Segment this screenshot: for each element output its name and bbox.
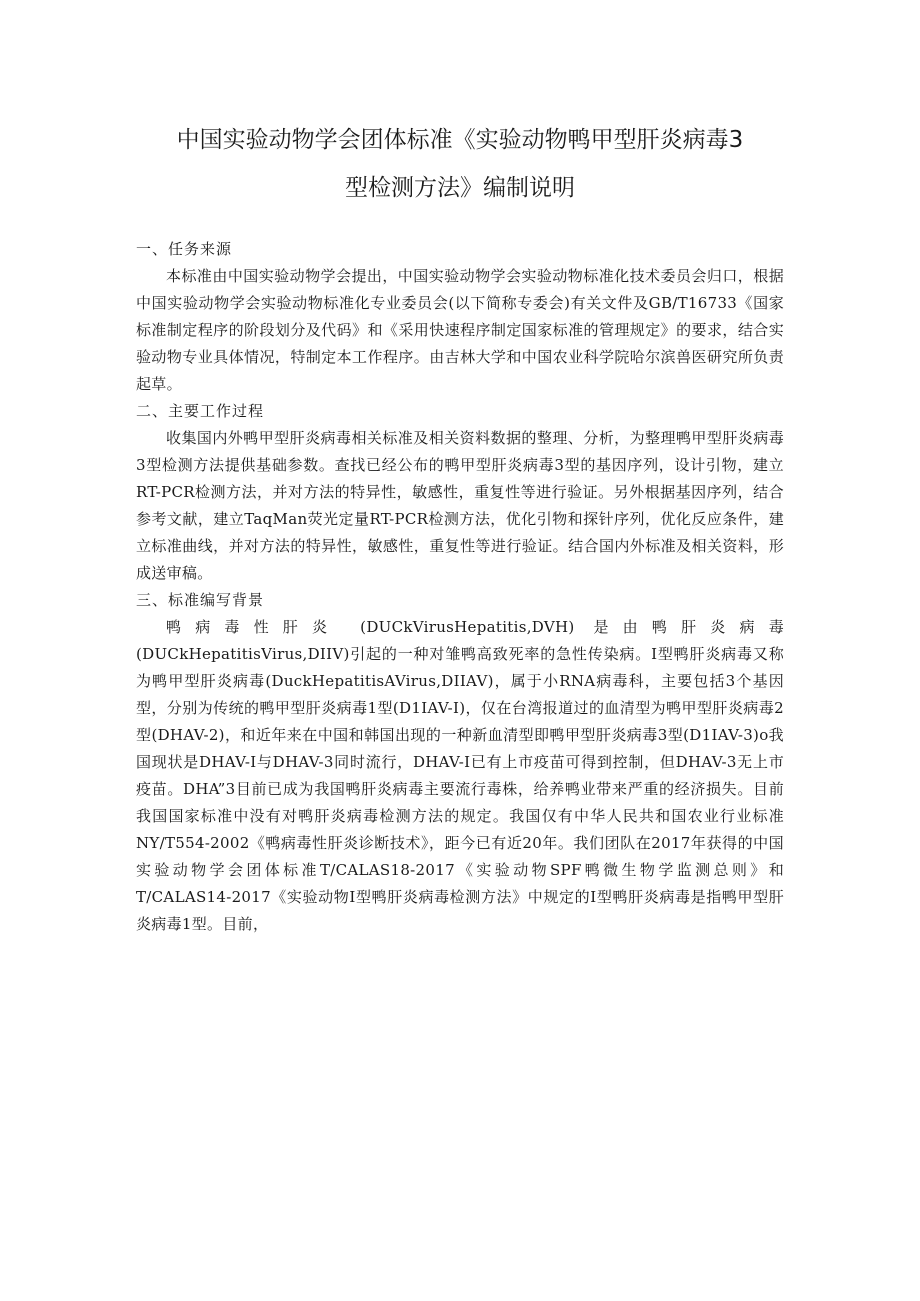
title-line-2: 型检测方法》编制说明 [345, 175, 575, 201]
section-background [136, 587, 784, 938]
section-paragraph: 鸭病毒性肝炎 (DUCkVirusHepatitis,DVH) 是由鸭肝炎病毒(DUCkHepatitisVirus,DIIV)引起的一种对雏鸭高致死率的急性传染病。I型鸭肝炎病毒又称为鸭甲型肝炎病毒(DuckHepatitisAVirus,DIIAV)，属于小RNA病毒科，主要包括3个基因型，分别为传统的鸭甲型肝炎病毒1型(D1IAV-I)，仅在台湾报道过的血清型为鸭甲型肝炎病毒2型(DHAV-2)，和近年来在中国和韩国出现的一种新血清型即鸭甲型肝炎病毒3型(D1IAV-3)o我国现状是DHAV-I与DHAV-3同时流行，DHAV-I已有上市疫苗可得到控制，但DHAV-3无上市疫苗。DHA”3目前已成为我国鸭肝炎病毒主要流行毒株，给养鸭业带来严重的经济损失。目前我国国家标准中没有对鸭肝炎病毒检测方法的规定。我国仅有中华人民共和国农业行业标准NY/T554-2002《鸭病毒性肝炎诊断技术》，距今已有近20年。我们团队在2017年获得的中国实验动物学会团体标准T/CALAS18-2017《实验动物SPF鸭微生物学监测总则》和T/CALAS14-2017《实验动物I型鸭肝炎病毒检测方法》中规定的I型鸭肝炎病毒是指鸭甲型肝炎病毒1型。目前， [136, 618, 784, 933]
section-work-process [136, 398, 784, 587]
section-paragraph: 本标准由中国实验动物学会提出，中国实验动物学会实验动物标准化技术委员会归口，根据中国实验动物学会实验动物标准化专业委员会(以下简称专委会)有关文件及GB/T16733《国家标准制定程序的阶段划分及代码》和《采用快速程序制定国家标准的管理规定》的要求，结合实验动物专业具体情况，特制定本工作程序。由吉林大学和中国农业科学院哈尔滨兽医研究所负责起草。 [136, 267, 784, 393]
section-heading: 三、标准编写背景 [136, 591, 265, 609]
section-heading: 二、主要工作过程 [136, 402, 265, 420]
section-heading: 一、任务来源 [136, 240, 233, 258]
title-line-1: 中国实验动物学会团体标准《实验动物鸭甲型肝炎病毒3 [176, 127, 744, 153]
document-title [100, 116, 820, 212]
section-paragraph: 收集国内外鸭甲型肝炎病毒相关标准及相关资料数据的整理、分析，为整理鸭甲型肝炎病毒3型检测方法提供基础参数。查找已经公布的鸭甲型肝炎病毒3型的基因序列，设计引物，建立RT-PCR检测方法，并对方法的特异性，敏感性，重复性等进行验证。另外根据基因序列，结合参考文献，建立TaqMan荧光定量RT-PCR检测方法，优化引物和探针序列，优化反应条件，建立标准曲线，并对方法的特异性，敏感性，重复性等进行验证。结合国内外标准及相关资料，形成送审稿。 [136, 429, 784, 582]
section-task-source [136, 236, 784, 398]
document-body [136, 236, 784, 938]
